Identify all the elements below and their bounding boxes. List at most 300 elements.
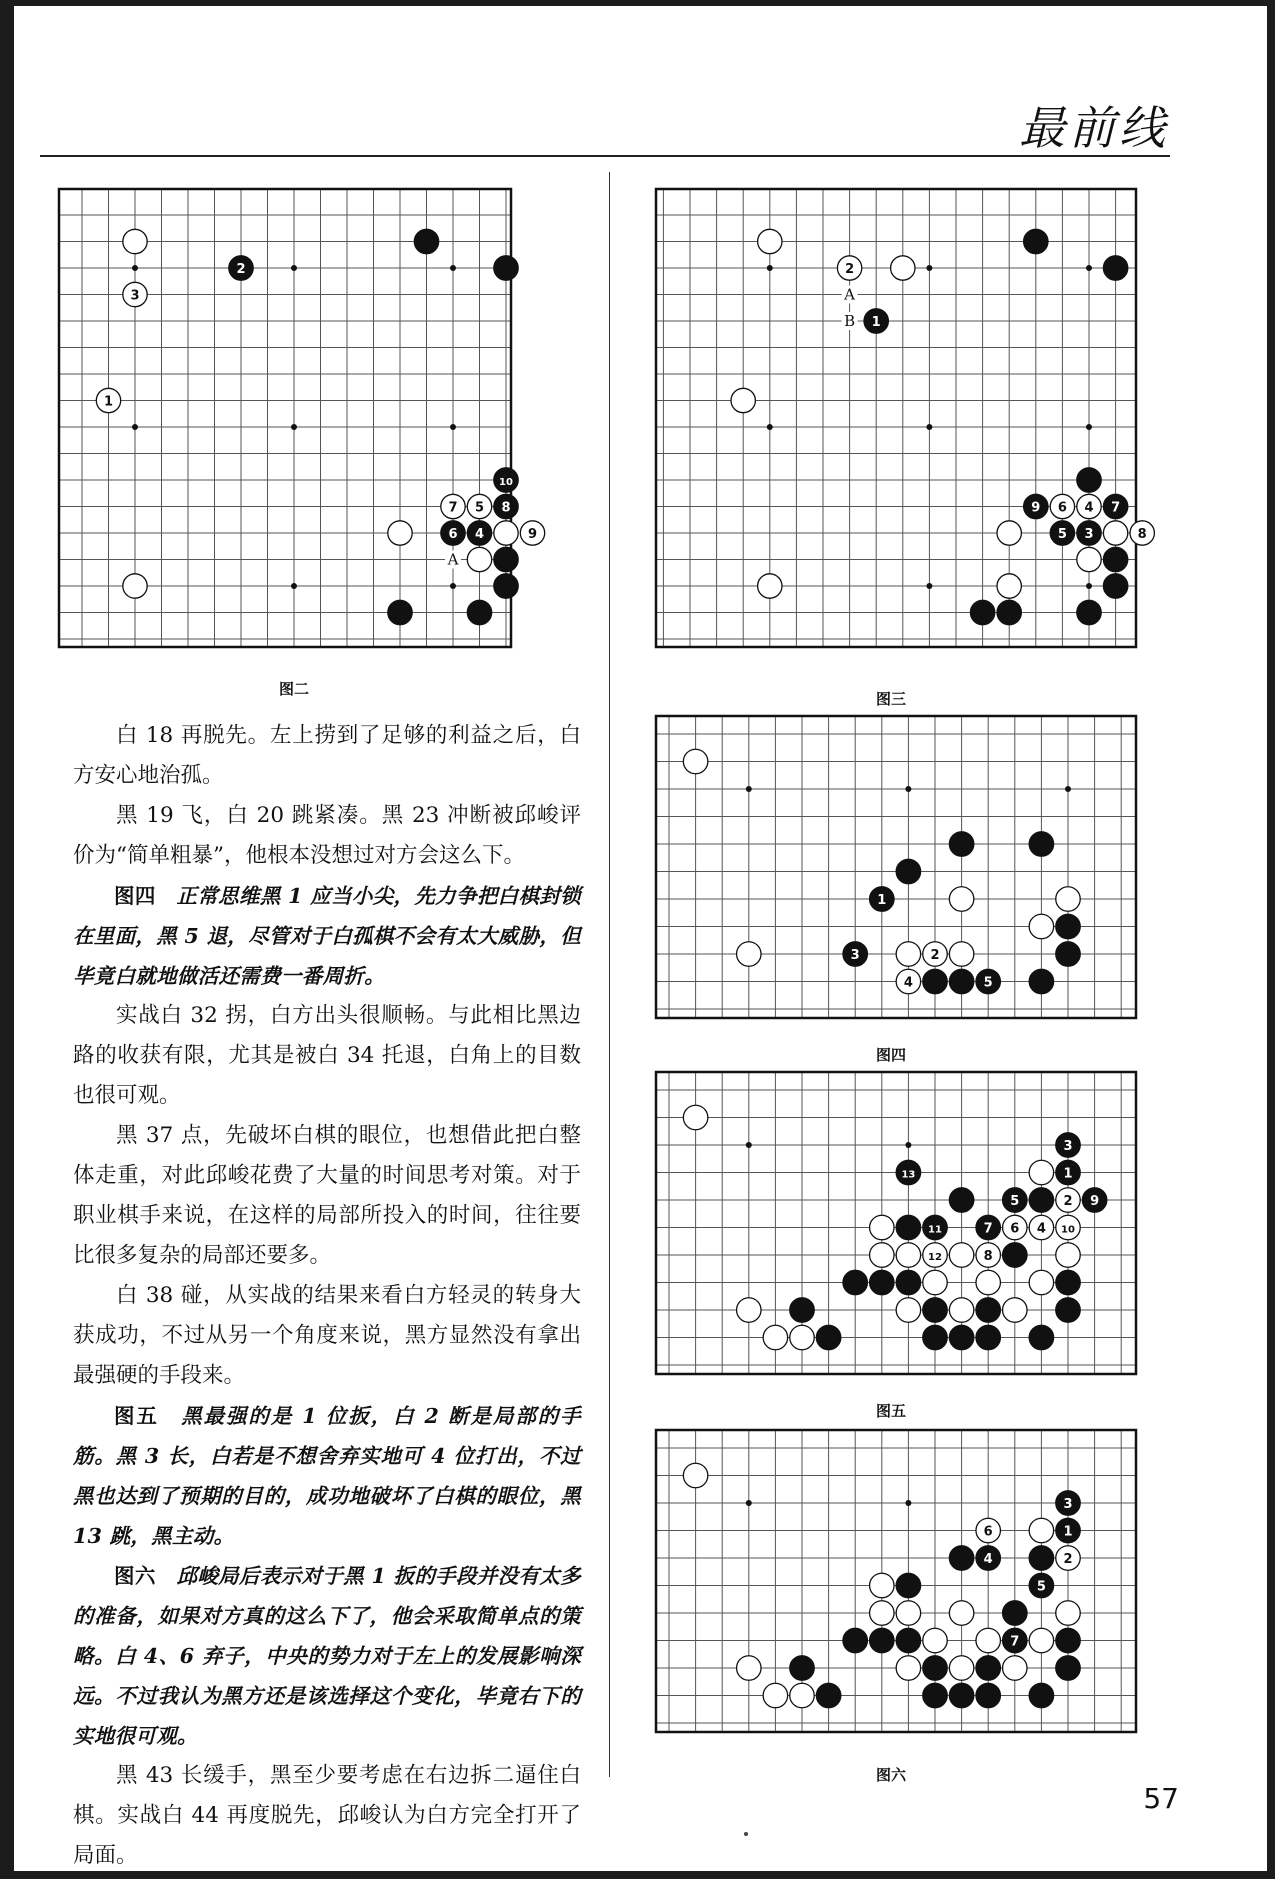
stone-disc (870, 1628, 894, 1652)
black-stone (816, 1325, 840, 1349)
move-number: 11 (928, 1224, 942, 1236)
black-stone (1003, 1601, 1027, 1625)
white-stone (520, 521, 544, 545)
white-stone (758, 229, 782, 253)
stone-disc (1029, 1546, 1053, 1570)
stone-disc (494, 521, 518, 545)
move-number: 1 (1063, 1166, 1073, 1182)
white-stone (976, 1628, 1000, 1652)
move-number: 2 (845, 262, 855, 277)
black-stone (976, 1215, 1000, 1239)
go-diagram-fig2 (55, 185, 545, 665)
black-stone (494, 494, 518, 518)
white-stone (1056, 1601, 1080, 1625)
stone-disc (949, 1325, 973, 1349)
stone-disc (923, 1298, 947, 1322)
star-point (132, 265, 138, 271)
stone-disc (1103, 547, 1127, 571)
move-number: 2 (1063, 1552, 1073, 1567)
white-stone (683, 1105, 707, 1129)
stone-disc (414, 229, 438, 253)
stone-disc (896, 1656, 920, 1680)
black-stone (843, 1628, 867, 1652)
white-stone (949, 887, 973, 911)
move-number: 7 (1010, 1634, 1020, 1650)
white-stone (441, 494, 465, 518)
stone-disc (896, 942, 920, 966)
white-stone (896, 969, 920, 993)
white-stone (683, 1463, 707, 1487)
stone-disc (388, 521, 412, 545)
move-number: 13 (901, 1169, 916, 1181)
stone-disc (949, 1188, 973, 1212)
caption-fig3: 图三 (876, 690, 907, 708)
star-point (926, 265, 932, 271)
black-stone (1056, 1628, 1080, 1652)
paragraph-text: 黑 19 飞，白 20 跳紧凑。黑 23 冲断被邱峻评价为“简单粗暴”，他根本没想过对方会这么下。 (73, 803, 581, 868)
stone-disc (896, 1628, 920, 1652)
star-point (1086, 583, 1092, 589)
stone-disc (1003, 1656, 1027, 1680)
white-stone (976, 1518, 1000, 1542)
star-point (1086, 424, 1092, 430)
figure-label: 图五 (114, 1404, 159, 1428)
stone-disc (949, 1298, 973, 1322)
move-number: 6 (983, 1524, 993, 1540)
stone-disc (843, 1270, 867, 1294)
stone-disc (1029, 1683, 1053, 1707)
white-stone (1056, 1188, 1080, 1212)
stone-disc (949, 1683, 973, 1707)
stone-disc (467, 547, 491, 571)
move-number: 3 (1063, 1497, 1073, 1512)
white-stone (1003, 1215, 1027, 1239)
stone-disc (1003, 1243, 1027, 1267)
figure-label: 图六 (114, 1564, 156, 1588)
white-stone (1029, 914, 1053, 938)
black-stone (1029, 1573, 1053, 1597)
stone-disc (949, 887, 973, 911)
stone-disc (997, 574, 1021, 598)
point-letter: A (447, 550, 459, 569)
article-text (73, 716, 581, 1876)
move-number: 6 (448, 527, 458, 542)
move-number: 5 (474, 500, 485, 516)
paragraph-figure-note (73, 1396, 581, 1556)
stone-disc (949, 1656, 973, 1680)
white-stone (1003, 1656, 1027, 1680)
black-stone (1103, 256, 1127, 280)
stone-disc (1056, 1243, 1080, 1267)
paragraph-text: 实战白 32 拐，白方出头很顺畅。与此相比黑边路的收获有限，尤其是被白 34 托退，白角上的目数也很可观。 (73, 1003, 581, 1108)
white-stone (923, 1243, 947, 1267)
black-stone (1003, 1628, 1027, 1652)
black-stone (1077, 600, 1101, 624)
black-stone (923, 969, 947, 993)
stone-disc (1056, 1656, 1080, 1680)
stone-disc (1056, 1601, 1080, 1625)
star-point (746, 786, 752, 792)
stone-disc (1103, 521, 1127, 545)
black-stone (1056, 1656, 1080, 1680)
paragraph-text: 白 18 再脱先。左上捞到了足够的利益之后，白方安心地治孤。 (73, 723, 581, 788)
white-stone (896, 942, 920, 966)
stone-disc (870, 1243, 894, 1267)
move-number: 4 (903, 975, 913, 991)
paragraph (73, 1116, 581, 1276)
stone-disc (1103, 256, 1127, 280)
paragraph (73, 1276, 581, 1396)
black-stone (923, 1683, 947, 1707)
white-stone (923, 942, 947, 966)
black-stone (1056, 1160, 1080, 1184)
white-stone (837, 256, 861, 280)
stone-disc (923, 1656, 947, 1680)
move-number: 2 (1063, 1194, 1073, 1209)
black-stone (896, 1628, 920, 1652)
stone-disc (1056, 1270, 1080, 1294)
stone-disc (123, 229, 147, 253)
black-stone (1003, 1243, 1027, 1267)
move-number: 9 (1090, 1194, 1100, 1209)
stone-disc (997, 600, 1021, 624)
black-stone (976, 1683, 1000, 1707)
stone-disc (949, 832, 973, 856)
move-number: 5 (1010, 1194, 1020, 1209)
move-number: 5 (1036, 1579, 1046, 1595)
white-stone (870, 1573, 894, 1597)
white-stone (737, 1298, 761, 1322)
white-stone (1103, 521, 1127, 545)
black-stone (414, 229, 438, 253)
stone-disc (949, 942, 973, 966)
black-stone (870, 887, 894, 911)
move-number: 10 (499, 477, 513, 488)
board-grid (656, 716, 1136, 1018)
paragraph-figure-note (73, 876, 581, 996)
black-stone (494, 256, 518, 280)
black-stone (1056, 1270, 1080, 1294)
stone-disc (1029, 1270, 1053, 1294)
move-number: 7 (448, 500, 458, 516)
stone-disc (997, 521, 1021, 545)
white-stone (96, 388, 120, 412)
white-stone (790, 1325, 814, 1349)
stone-disc (970, 600, 994, 624)
black-stone (1103, 574, 1127, 598)
black-stone (970, 600, 994, 624)
stone-disc (1029, 1628, 1053, 1652)
stone-disc (896, 1298, 920, 1322)
white-stone (1056, 1243, 1080, 1267)
white-stone (1130, 521, 1154, 545)
page-number: 57 (1143, 1782, 1179, 1815)
white-stone (467, 547, 491, 571)
white-stone (123, 282, 147, 306)
move-number: 9 (1031, 500, 1041, 516)
white-stone (1077, 494, 1101, 518)
star-point (132, 424, 138, 430)
header-title: 最前线 (1019, 101, 1169, 155)
stone-disc (1003, 1298, 1027, 1322)
stone-disc (1056, 942, 1080, 966)
white-stone (870, 1215, 894, 1239)
stone-disc (923, 969, 947, 993)
stone-disc (758, 229, 782, 253)
white-stone (1056, 1546, 1080, 1570)
caption-fig4: 图四 (876, 1046, 907, 1064)
star-point (450, 265, 456, 271)
point-letter: B (844, 312, 856, 330)
stone-disc (763, 1325, 787, 1349)
white-stone (683, 749, 707, 773)
stone-disc (816, 1325, 840, 1349)
white-stone (949, 1298, 973, 1322)
stone-disc (737, 1298, 761, 1322)
caption-fig6: 图六 (876, 1766, 907, 1784)
white-stone (976, 1243, 1000, 1267)
black-stone (1029, 1683, 1053, 1707)
move-number: 4 (983, 1552, 993, 1567)
black-stone (494, 547, 518, 571)
black-stone (976, 1298, 1000, 1322)
move-number: 9 (527, 527, 538, 542)
white-stone (1029, 1215, 1053, 1239)
white-stone (1029, 1628, 1053, 1652)
white-stone (790, 1683, 814, 1707)
black-stone (870, 1628, 894, 1652)
white-stone (923, 1270, 947, 1294)
stone-disc (790, 1298, 814, 1322)
stone-disc (976, 1270, 1000, 1294)
black-stone (976, 1656, 1000, 1680)
star-point (746, 1142, 752, 1148)
star-point (450, 583, 456, 589)
scan-edge-right (1267, 0, 1275, 1879)
star-point (767, 265, 773, 271)
move-number: 3 (850, 948, 860, 963)
star-point (1065, 786, 1071, 792)
paragraph-text: 白 38 碰，从实战的结果来看白方轻灵的转身大获成功，不过从另一个角度来说，黑方显然没有拿出最强硬的手段来。 (73, 1283, 581, 1388)
white-stone (949, 1243, 973, 1267)
stone-disc (1029, 1325, 1053, 1349)
go-diagram-fig3 (654, 185, 1147, 665)
go-diagram-fig6 (654, 1428, 1139, 1733)
stone-disc (976, 1298, 1000, 1322)
move-number: 8 (501, 500, 511, 516)
black-stone (976, 1325, 1000, 1349)
white-stone (949, 1656, 973, 1680)
black-stone (923, 1215, 947, 1239)
black-stone (949, 1188, 973, 1212)
stone-disc (683, 1105, 707, 1129)
black-stone (1029, 1188, 1053, 1212)
stone-disc (949, 1601, 973, 1625)
star-point (767, 424, 773, 430)
black-stone (467, 521, 491, 545)
stone-disc (494, 547, 518, 571)
caption-fig2: 图二 (279, 680, 310, 698)
move-number: 4 (1084, 500, 1094, 516)
white-stone (1077, 547, 1101, 571)
white-stone (1029, 1518, 1053, 1542)
star-point (926, 583, 932, 589)
black-stone (1082, 1188, 1106, 1212)
black-stone (949, 1683, 973, 1707)
black-stone (976, 1546, 1000, 1570)
stone-disc (976, 1325, 1000, 1349)
white-stone (949, 942, 973, 966)
black-stone (494, 468, 518, 492)
stone-disc (949, 1243, 973, 1267)
move-number: 1 (871, 315, 881, 330)
move-number: 12 (928, 1252, 942, 1263)
paragraph-text: 黑最强的是 1 位扳，白 2 断是局部的手筋。黑 3 长，白若是不想舍弃实地可 4 位打出，不过黑也达到了预期的目的，成功地破坏了白棋的眼位，黑 13 跳，黑主动。 (73, 1404, 581, 1548)
white-stone (1029, 1160, 1053, 1184)
star-point (291, 265, 297, 271)
stone-disc (923, 1683, 947, 1707)
black-stone (1029, 969, 1053, 993)
stone-disc (923, 1270, 947, 1294)
stone-disc (1103, 574, 1127, 598)
black-stone (864, 309, 888, 333)
move-number: 4 (474, 527, 485, 542)
black-stone (790, 1298, 814, 1322)
board-grid (656, 1430, 1136, 1732)
paragraph (73, 796, 581, 876)
go-diagram-fig5 (654, 1070, 1139, 1375)
black-stone (1003, 1188, 1027, 1212)
black-stone (790, 1656, 814, 1680)
star-point (905, 1142, 911, 1148)
white-stone (923, 1628, 947, 1652)
stone-disc (949, 1546, 973, 1570)
black-stone (1103, 547, 1127, 571)
black-stone (388, 600, 412, 624)
stone-disc (1029, 1188, 1053, 1212)
black-stone (896, 1270, 920, 1294)
stone-disc (976, 1683, 1000, 1707)
white-stone (997, 574, 1021, 598)
stone-disc (1077, 468, 1101, 492)
black-stone (896, 1215, 920, 1239)
stone-disc (870, 1215, 894, 1239)
white-stone (1056, 887, 1080, 911)
black-stone (949, 1546, 973, 1570)
stone-disc (896, 1573, 920, 1597)
black-stone (1024, 494, 1048, 518)
black-stone (1077, 521, 1101, 545)
stone-disc (923, 1628, 947, 1652)
black-stone (1029, 1325, 1053, 1349)
black-stone (896, 1573, 920, 1597)
white-stone (731, 388, 755, 412)
move-number: 1 (877, 893, 887, 908)
black-stone (1056, 1133, 1080, 1157)
white-stone (1003, 1298, 1027, 1322)
black-stone (949, 832, 973, 856)
white-stone (997, 521, 1021, 545)
black-stone (976, 969, 1000, 993)
stone-disc (816, 1683, 840, 1707)
stone-disc (976, 1656, 1000, 1680)
stone-disc (494, 574, 518, 598)
white-stone (891, 256, 915, 280)
black-stone (949, 969, 973, 993)
black-stone (997, 600, 1021, 624)
black-stone (1056, 1298, 1080, 1322)
stone-disc (790, 1656, 814, 1680)
move-number: 5 (983, 975, 993, 991)
paragraph-text: 黑 43 长缓手，黑至少要考虑在右边拆二逼住白棋。实战白 44 再度脱先，邱峻认为白方完全打开了局面。 (73, 1763, 581, 1868)
stone-disc (737, 1656, 761, 1680)
move-number: 1 (103, 394, 114, 410)
move-number: 7 (983, 1221, 993, 1237)
move-number: 7 (1111, 500, 1121, 516)
move-number: 1 (1063, 1524, 1073, 1540)
stone-disc (1029, 914, 1053, 938)
stone-disc (1056, 1298, 1080, 1322)
black-stone (896, 859, 920, 883)
black-stone (1050, 521, 1074, 545)
stone-disc (731, 388, 755, 412)
move-number: 2 (930, 948, 940, 963)
black-stone (229, 256, 253, 280)
star-point (291, 583, 297, 589)
black-stone (1056, 1518, 1080, 1542)
stone-disc (1077, 547, 1101, 571)
white-stone (737, 1656, 761, 1680)
black-stone (1029, 1546, 1053, 1570)
black-stone (816, 1683, 840, 1707)
stone-disc (388, 600, 412, 624)
white-stone (123, 574, 147, 598)
black-stone (1056, 1491, 1080, 1515)
stone-disc (843, 1628, 867, 1652)
stone-disc (896, 859, 920, 883)
white-stone (870, 1243, 894, 1267)
stone-disc (1029, 969, 1053, 993)
move-number: 2 (236, 262, 246, 277)
paragraph-text: 邱峻局后表示对于黑 1 扳的手段并没有太多的准备，如果对方真的这么下了，他会采取简单点的策略。白 4、6 弃子，中央的势力对于左上的发展影响深远。不过我认为黑方还是该选择这个变化，毕竟右下的实地很可观。 (73, 1564, 581, 1748)
stone-disc (1056, 887, 1080, 911)
paragraph-figure-note (73, 1556, 581, 1756)
stone-disc (896, 1601, 920, 1625)
star-point (926, 424, 932, 430)
white-stone (467, 494, 491, 518)
white-stone (758, 574, 782, 598)
figure-label: 图四 (114, 884, 156, 908)
white-stone (1050, 494, 1074, 518)
stone-disc (870, 1601, 894, 1625)
go-diagram-fig4 (654, 714, 1139, 1019)
stone-disc (790, 1325, 814, 1349)
move-number: 10 (1061, 1224, 1075, 1236)
scan-edge-left (0, 0, 14, 1879)
column-divider (609, 172, 610, 1777)
stone-disc (1056, 914, 1080, 938)
point-letter: A (844, 285, 856, 304)
stone-disc (896, 1215, 920, 1239)
paragraph (73, 996, 581, 1116)
stone-disc (1077, 600, 1101, 624)
black-stone (870, 1270, 894, 1294)
stone-disc (683, 749, 707, 773)
move-number: 5 (1057, 527, 1067, 542)
white-stone (494, 521, 518, 545)
black-stone (843, 1270, 867, 1294)
white-stone (1056, 1215, 1080, 1239)
